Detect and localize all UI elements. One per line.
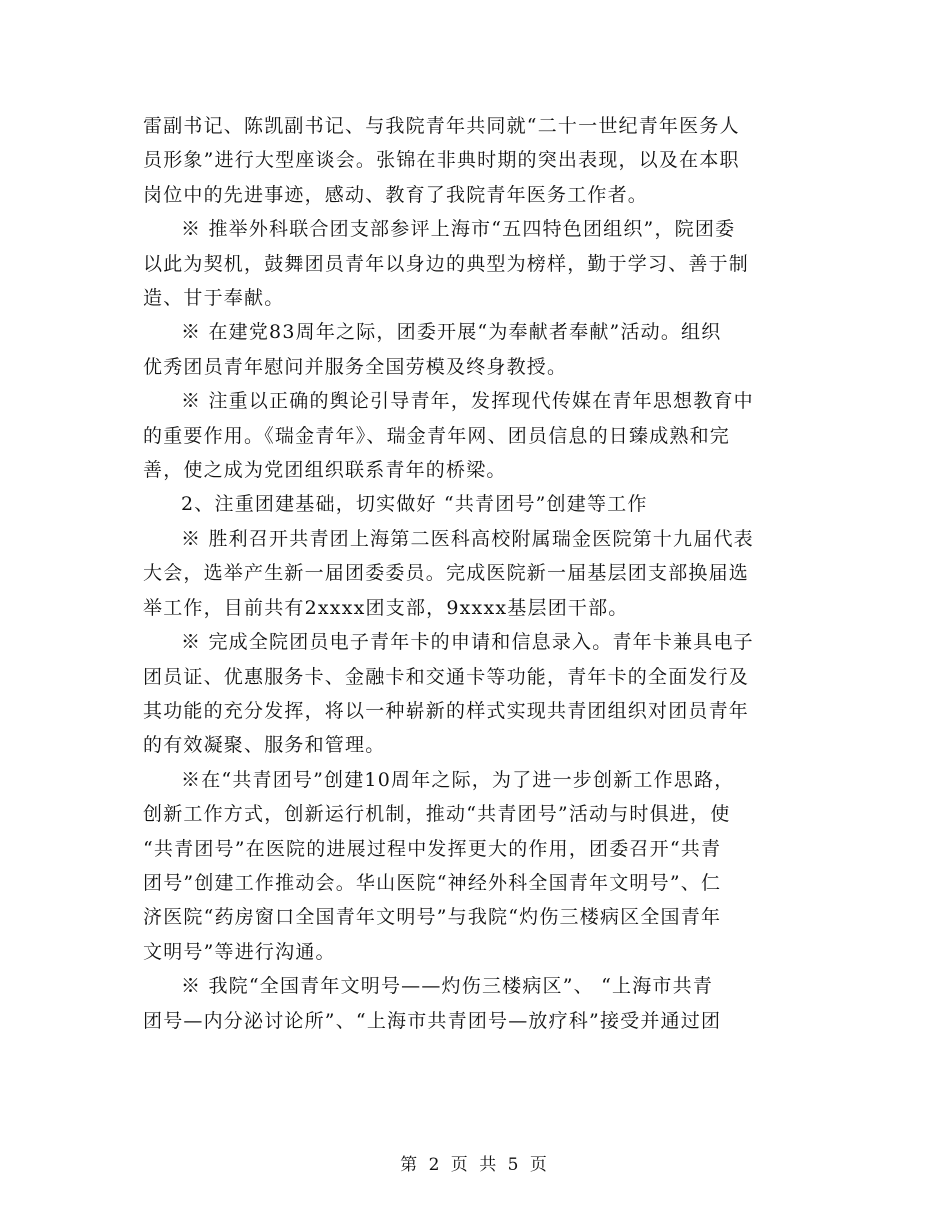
text-line: 造、甘于奉献。 [143,287,285,310]
text-line: 创新工作方式，创新运行机制，推动“共青团号”活动与时俱进，使 [143,803,731,826]
text-line: 员形象”进行大型座谈会。张锦在非典时期的突出表现，以及在本职 [143,149,740,172]
text-line: 2、注重团建基础，切实做好 “共青团号”创建等工作 [181,493,648,516]
text-line: “共青团号”在医院的进展过程中发挥更大的作用，团委召开“共青 [143,837,722,860]
text-line: 其功能的充分发挥，将以一种崭新的样式实现共青团组织对团员青年 [143,699,750,722]
paragraph [143,763,808,969]
text-line: 团号—内分泌讨论所”、“上海市共青团号—放疗科”接受并通过团 [143,1009,722,1032]
paragraph [143,384,808,487]
paragraph [143,487,808,521]
text-line: 的有效凝聚、服务和管理。 [143,734,386,757]
text-line: ※ 完成全院团员电子青年卡的申请和信息录入。青年卡兼具电子 [181,631,754,654]
paragraph [143,109,808,212]
text-line: ※ 注重以正确的舆论引导青年，发挥现代传媒在青年思想教育中 [181,390,754,413]
text-line: 大会，选举产生新一届团委委员。完成医院新一届基层团支部换届选 [143,562,750,585]
paragraph [143,212,808,315]
document-body [143,109,808,1038]
text-line: 以此为契机，鼓舞团员青年以身边的典型为榜样，勤于学习、善于制 [143,252,750,275]
text-line: 岗位中的先进事迹，感动、教育了我院青年医务工作者。 [143,183,649,206]
paragraph [143,522,808,625]
text-line: ※ 胜利召开共青团上海第二医科高校附属瑞金医院第十九届代表 [181,527,754,550]
text-line: ※ 我院“全国青年文明号——灼伤三楼病区”、 “上海市共青 [181,975,714,998]
text-line: 举工作，目前共有2xxxx团支部，9xxxx基层团干部。 [143,596,629,619]
text-line: ※ 推举外科联合团支部参评上海市“五四特色团组织”，院团委 [181,218,736,241]
text-line: 团员证、优惠服务卡、金融卡和交通卡等功能，青年卡的全面发行及 [143,665,750,688]
text-line: ※ 在建党83周年之际，团委开展“为奉献者奉献”活动。组织 [181,321,722,344]
text-line: 优秀团员青年慰问并服务全国劳模及终身教授。 [143,355,568,378]
paragraph [143,315,808,384]
text-line: 团号”创建工作推动会。华山医院“神经外科全国青年文明号”、仁 [143,871,722,894]
text-line: 文明号”等进行沟通。 [143,940,336,963]
text-line: 雷副书记、陈凯副书记、与我院青年共同就“二十一世纪青年医务人 [143,115,740,137]
page-number-footer: 第 2 页 共 5 页 [400,1155,550,1175]
paragraph [143,625,808,763]
text-line: 善，使之成为党团组织联系青年的桥梁。 [143,459,507,482]
paragraph [143,969,808,1038]
text-line: 的重要作用。《瑞金青年》、瑞金青年网、团员信息的日臻成熟和完 [143,424,731,447]
text-line: 济医院“药房窗口全国青年文明号”与我院“灼伤三楼病区全国青年 [143,906,722,929]
text-line: ※在“共青团号”创建10周年之际，为了进一步创新工作思路， [181,768,735,791]
